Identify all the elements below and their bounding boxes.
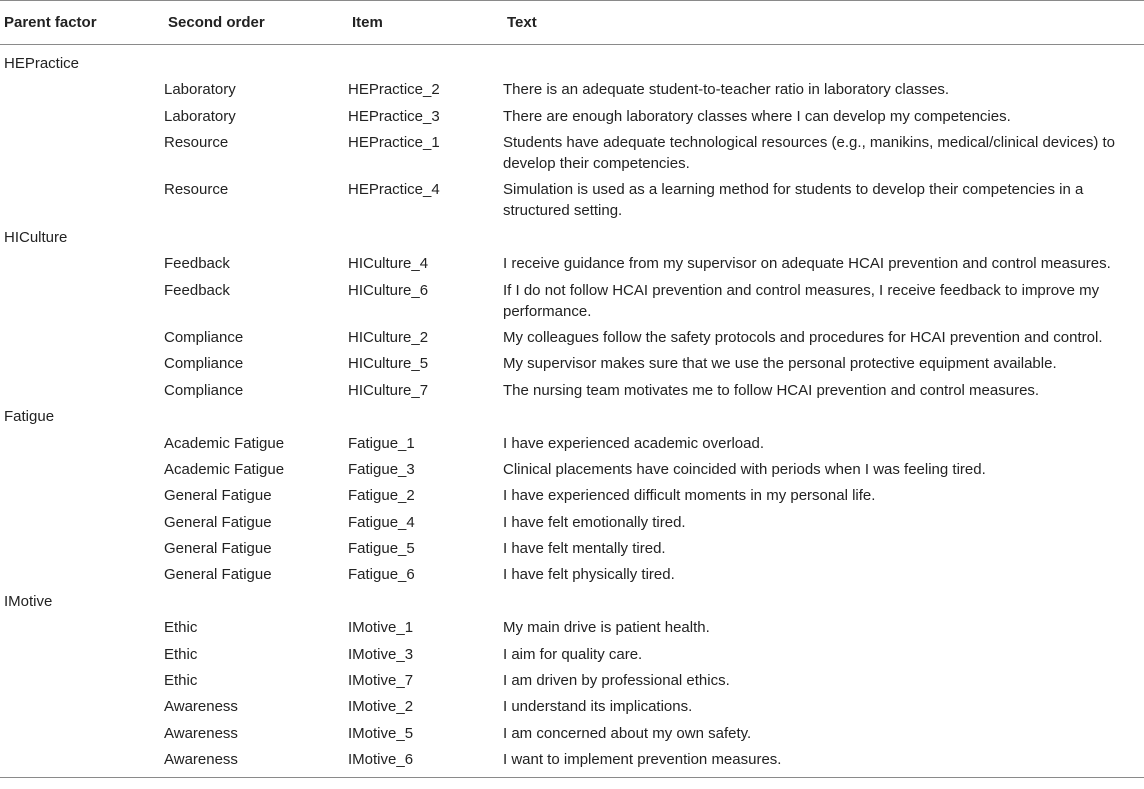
text-cell: I aim for quality care. <box>503 645 643 663</box>
second-order-cell: Awareness <box>164 751 238 769</box>
table-row <box>0 667 1144 693</box>
item-cell: IMotive_5 <box>348 724 414 742</box>
text-cell: I have felt physically tired. <box>503 566 675 584</box>
table-row <box>0 251 1144 277</box>
second-order-cell: Resource <box>164 133 229 151</box>
table-header <box>0 1 1144 45</box>
item-cell: Fatigue_1 <box>348 434 415 452</box>
item-cell: HICulture_2 <box>348 328 429 346</box>
text-cell: There is an adequate student-to-teacher ratio in laboratory classes. <box>503 81 950 99</box>
header-row <box>0 1 1144 45</box>
empty-cell <box>0 324 164 350</box>
table-row <box>0 562 1144 588</box>
empty-cell <box>0 615 164 641</box>
table-row <box>0 720 1144 746</box>
empty-cell <box>0 251 164 277</box>
item-cell: Fatigue_3 <box>348 460 415 478</box>
text-cell: I have experienced difficult moments in my personal life. <box>503 487 876 505</box>
text-cell: There are enough laboratory classes where I can develop my competencies. <box>503 107 1011 125</box>
second-order-cell: Ethic <box>164 672 198 690</box>
empty-cell <box>0 562 164 588</box>
group-row <box>0 224 1144 251</box>
group-row <box>0 403 1144 430</box>
table-row <box>0 377 1144 403</box>
text-cell: My supervisor makes sure that we use the personal protective equipment available. <box>503 355 1057 373</box>
text-cell: The nursing team motivates me to follow HCAI prevention and control measures. <box>503 381 1040 399</box>
second-order-cell: Resource <box>164 181 229 199</box>
parent-factor-cell: Fatigue <box>4 408 55 426</box>
table-row <box>0 456 1144 482</box>
empty-cell <box>0 377 164 403</box>
second-order-cell: Feedback <box>164 255 230 273</box>
empty-cell <box>0 456 164 482</box>
second-order-cell: Feedback <box>164 281 230 299</box>
text-cell: Students have adequate technological resources (e.g., manikins, medical/clinical devices) to develop their competencies. <box>503 133 1115 172</box>
text-cell: Simulation is used as a learning method for students to develop their competencies in a structured setting. <box>503 181 1084 220</box>
parent-factor-cell: HICulture <box>4 228 68 246</box>
item-cell: HICulture_7 <box>348 381 429 399</box>
text-cell: Clinical placements have coincided with periods when I was feeling tired. <box>503 460 986 478</box>
second-order-cell: Awareness <box>164 698 238 716</box>
text-cell: I receive guidance from my supervisor on adequate HCAI prevention and control measures. <box>503 255 1111 273</box>
item-cell: IMotive_7 <box>348 672 414 690</box>
table-body <box>0 45 1144 773</box>
second-order-cell: Academic Fatigue <box>164 434 285 452</box>
table-row <box>0 535 1144 561</box>
item-cell: IMotive_6 <box>348 751 414 769</box>
text-cell: If I do not follow HCAI prevention and control measures, I receive feedback to improve my performance. <box>503 281 1100 320</box>
text-cell: I am concerned about my own safety. <box>503 724 752 742</box>
empty-cell <box>0 430 164 456</box>
item-cell: HEPractice_4 <box>348 181 440 199</box>
second-order-cell: Compliance <box>164 381 244 399</box>
table-row <box>0 324 1144 350</box>
group-row <box>0 588 1144 615</box>
header-second-order: Second order <box>164 1 348 45</box>
table-row <box>0 615 1144 641</box>
table-row <box>0 351 1144 377</box>
second-order-cell: Academic Fatigue <box>164 460 285 478</box>
second-order-cell: Awareness <box>164 724 238 742</box>
table-row <box>0 509 1144 535</box>
item-cell: IMotive_1 <box>348 619 414 637</box>
empty-cell <box>0 77 164 103</box>
table-row <box>0 277 1144 324</box>
parent-factor-cell: HEPractice <box>4 54 80 72</box>
second-order-cell: Compliance <box>164 355 244 373</box>
text-cell: I understand its implications. <box>503 698 693 716</box>
text-cell: I have experienced academic overload. <box>503 434 764 452</box>
text-cell: My colleagues follow the safety protocols and procedures for HCAI prevention and control. <box>503 328 1103 346</box>
item-cell: IMotive_2 <box>348 698 414 716</box>
group-row <box>0 45 1144 77</box>
empty-cell <box>0 103 164 129</box>
second-order-cell: General Fatigue <box>164 540 272 558</box>
empty-cell <box>0 351 164 377</box>
empty-cell <box>0 509 164 535</box>
item-cell: Fatigue_4 <box>348 513 415 531</box>
second-order-cell: General Fatigue <box>164 566 272 584</box>
empty-cell <box>0 277 164 324</box>
second-order-cell: Ethic <box>164 645 198 663</box>
second-order-cell: Laboratory <box>164 81 236 99</box>
table-row <box>0 177 1144 224</box>
item-cell: Fatigue_2 <box>348 487 415 505</box>
empty-cell <box>0 747 164 773</box>
empty-cell <box>0 483 164 509</box>
empty-cell <box>0 535 164 561</box>
table-row <box>0 103 1144 129</box>
empty-cell <box>0 720 164 746</box>
empty-cell <box>0 694 164 720</box>
table-row <box>0 129 1144 176</box>
item-cell: Fatigue_5 <box>348 540 415 558</box>
text-cell: I have felt emotionally tired. <box>503 513 686 531</box>
item-cell: HICulture_4 <box>348 255 429 273</box>
item-cell: HICulture_6 <box>348 281 429 299</box>
table-row <box>0 694 1144 720</box>
second-order-cell: Ethic <box>164 619 198 637</box>
text-cell: I am driven by professional ethics. <box>503 672 730 690</box>
parent-factor-cell: IMotive <box>4 592 53 610</box>
text-cell: I have felt mentally tired. <box>503 540 666 558</box>
empty-cell <box>0 129 164 176</box>
item-cell: HEPractice_1 <box>348 133 440 151</box>
second-order-cell: General Fatigue <box>164 487 272 505</box>
table-row <box>0 641 1144 667</box>
second-order-cell: General Fatigue <box>164 513 272 531</box>
second-order-cell: Compliance <box>164 328 244 346</box>
header-parent-factor: Parent factor <box>0 1 164 45</box>
item-cell: HEPractice_3 <box>348 107 440 125</box>
item-cell: HEPractice_2 <box>348 81 440 99</box>
text-cell: My main drive is patient health. <box>503 619 710 637</box>
empty-cell <box>0 177 164 224</box>
item-cell: IMotive_3 <box>348 645 414 663</box>
empty-cell <box>0 667 164 693</box>
second-order-cell: Laboratory <box>164 107 236 125</box>
empty-cell <box>0 641 164 667</box>
text-cell: I want to implement prevention measures. <box>503 751 782 769</box>
header-item: Item <box>348 1 503 45</box>
item-cell: HICulture_5 <box>348 355 429 373</box>
header-text: Text <box>503 1 1144 45</box>
table-row <box>0 77 1144 103</box>
table-row <box>0 747 1144 773</box>
table-row <box>0 483 1144 509</box>
item-cell: Fatigue_6 <box>348 566 415 584</box>
table-row <box>0 430 1144 456</box>
